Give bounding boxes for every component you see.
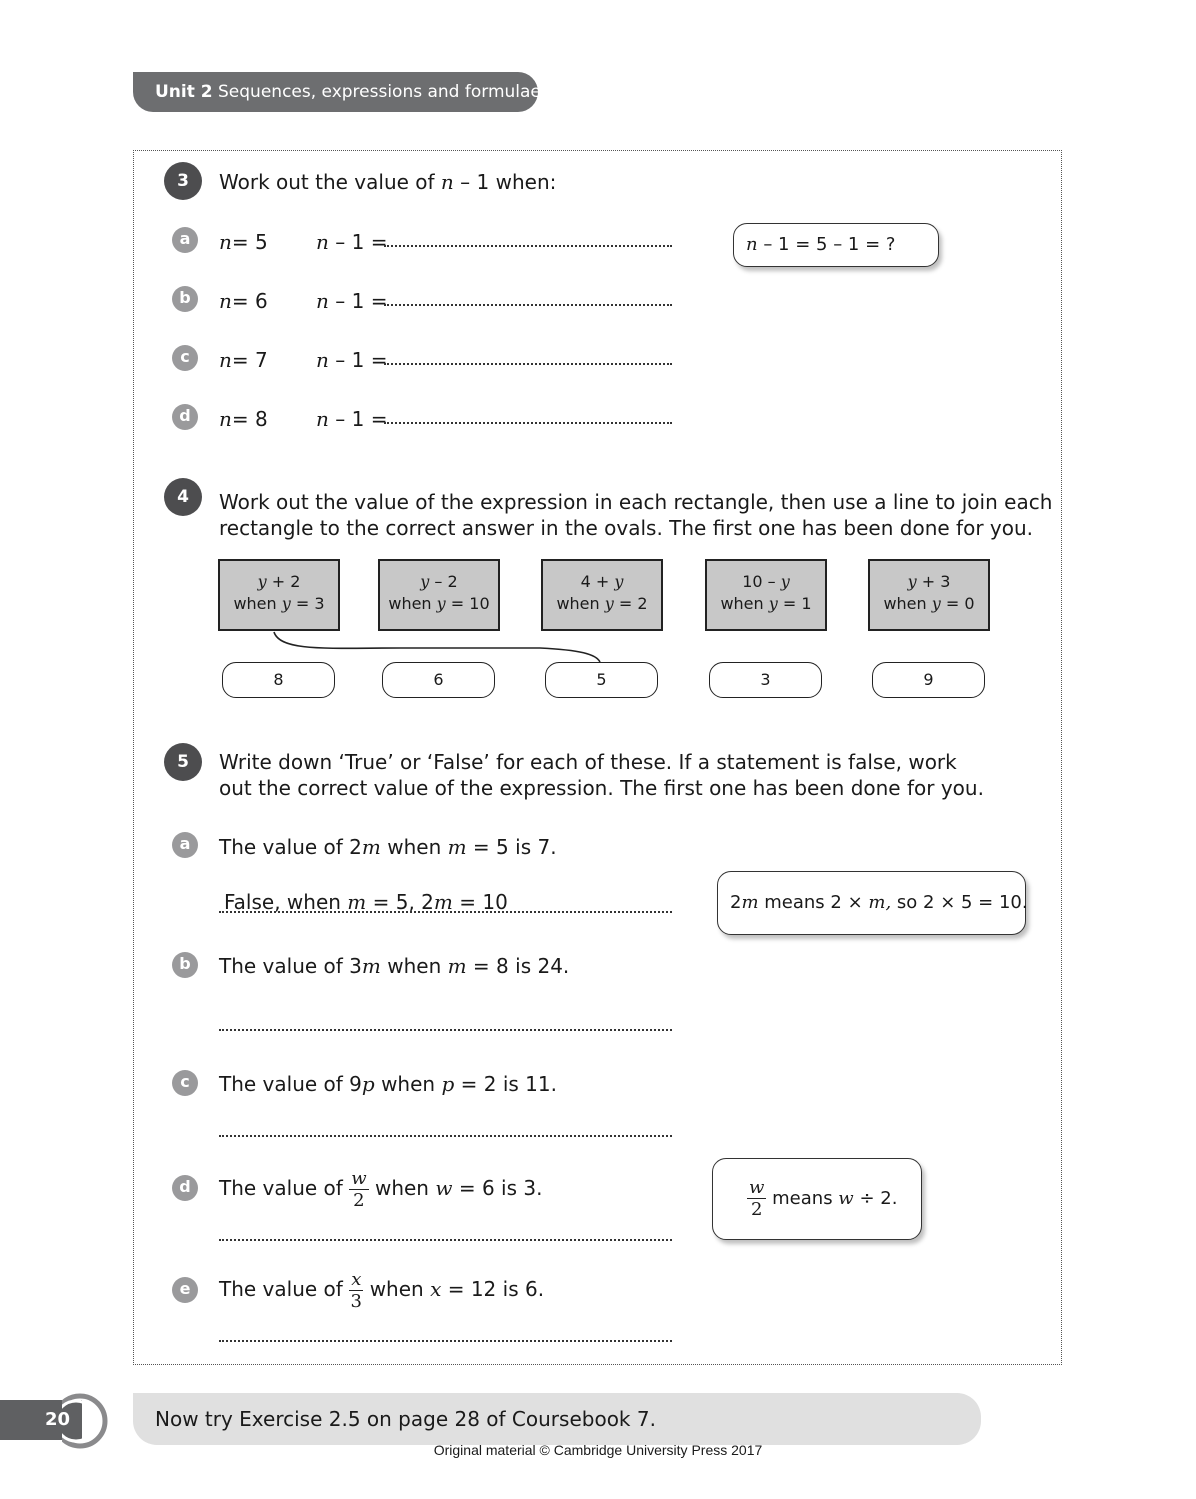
q5b-letter: b xyxy=(172,952,198,978)
q5d-statement: The value of $\frac{w}{2}$ when w = 6 is 3. xyxy=(219,1167,543,1211)
question-4-line-2: rectangle to the correct answer in the ovals. The first one has been done for you. xyxy=(219,516,1034,540)
page-number: 20 xyxy=(0,1400,82,1440)
q5d-fraction: $\frac{w}{2}$ xyxy=(351,1167,367,1211)
q3-hint-bubble: n – 1 = 5 – 1 = ? xyxy=(733,223,939,267)
q5a-hint-bubble: 2m means 2 × m, so 2 × 5 = 10. xyxy=(717,871,1026,935)
expression-rectangle-2[interactable]: y – 2 when y = 10 xyxy=(378,559,500,631)
q5d-hint-bubble: $\frac{w}{2}$ means w ÷ 2. xyxy=(712,1158,922,1240)
question-5-line-2: out the correct value of the expression. The first one has been done for you. xyxy=(219,776,984,800)
unit-label: Unit 2 xyxy=(155,82,213,102)
q5d-letter: d xyxy=(172,1175,198,1201)
q3b-given: n= 6 xyxy=(219,289,268,313)
q5e-fraction: $\frac{x}{3}$ xyxy=(350,1268,362,1312)
q5c-answer-line[interactable] xyxy=(219,1135,672,1137)
question-5-number: 5 xyxy=(164,743,202,781)
q5a-worked-answer: False, when m = 5, 2m = 10 xyxy=(224,890,508,914)
q5d-answer-line[interactable] xyxy=(219,1239,672,1241)
unit-title: Sequences, expressions and formulae xyxy=(218,82,541,102)
q3b-expression: n – 1 = xyxy=(316,289,388,313)
q3d-letter: d xyxy=(172,404,198,430)
q5a-statement: The value of 2m when m = 5 is 7. xyxy=(219,835,557,859)
question-4-line-1: Work out the value of the expression in each rectangle, then use a line to join each xyxy=(219,490,1053,514)
copyright-notice: Original material © Cambridge University Press 2017 xyxy=(433,1442,763,1458)
q5a-answer-line[interactable] xyxy=(219,911,672,913)
question-3-prompt: Work out the value of n – 1 when: xyxy=(219,170,557,194)
q3d-expression: n – 1 = xyxy=(316,407,388,431)
example-join-line xyxy=(0,0,1196,720)
q5e-answer-line[interactable] xyxy=(219,1340,672,1342)
q3c-given: n= 7 xyxy=(219,348,268,372)
q5c-statement: The value of 9p when p = 2 is 11. xyxy=(219,1072,557,1096)
q5b-answer-line[interactable] xyxy=(219,1029,672,1031)
q3c-expression: n – 1 = xyxy=(316,348,388,372)
answer-oval-2[interactable]: 6 xyxy=(382,662,495,698)
question-4-number: 4 xyxy=(164,478,202,516)
expression-rectangle-1[interactable]: y + 2 when y = 3 xyxy=(218,559,340,631)
q3a-expression: n – 1 = xyxy=(316,230,388,254)
answer-oval-3[interactable]: 5 xyxy=(545,662,658,698)
answer-oval-4[interactable]: 3 xyxy=(709,662,822,698)
answer-oval-5[interactable]: 9 xyxy=(872,662,985,698)
q5b-statement: The value of 3m when m = 8 is 24. xyxy=(219,954,570,978)
q3d-given: n= 8 xyxy=(219,407,268,431)
q5e-statement: The value of $\frac{x}{3}$ when x = 12 is 6. xyxy=(219,1268,545,1312)
expression-rectangle-4[interactable]: 10 – y when y = 1 xyxy=(705,559,827,631)
expression-rectangle-5[interactable]: y + 3 when y = 0 xyxy=(868,559,990,631)
q3b-letter: b xyxy=(172,286,198,312)
q5e-letter: e xyxy=(172,1277,198,1303)
q3a-letter: a xyxy=(172,227,198,253)
q5c-letter: c xyxy=(172,1070,198,1096)
q5a-letter: a xyxy=(172,832,198,858)
q3c-letter: c xyxy=(172,345,198,371)
question-5-line-1: Write down ‘True’ or ‘False’ for each of these. If a statement is false, work xyxy=(219,750,957,774)
q5d-hint-fraction: $\frac{w}{2}$ xyxy=(749,1177,765,1220)
expression-rectangle-3[interactable]: 4 + y when y = 2 xyxy=(541,559,663,631)
question-3-number: 3 xyxy=(164,162,202,200)
answer-oval-1[interactable]: 8 xyxy=(222,662,335,698)
coursebook-prompt-bar: Now try Exercise 2.5 on page 28 of Coursebook 7. xyxy=(133,1393,981,1445)
q3a-given: n= 5 xyxy=(219,230,268,254)
